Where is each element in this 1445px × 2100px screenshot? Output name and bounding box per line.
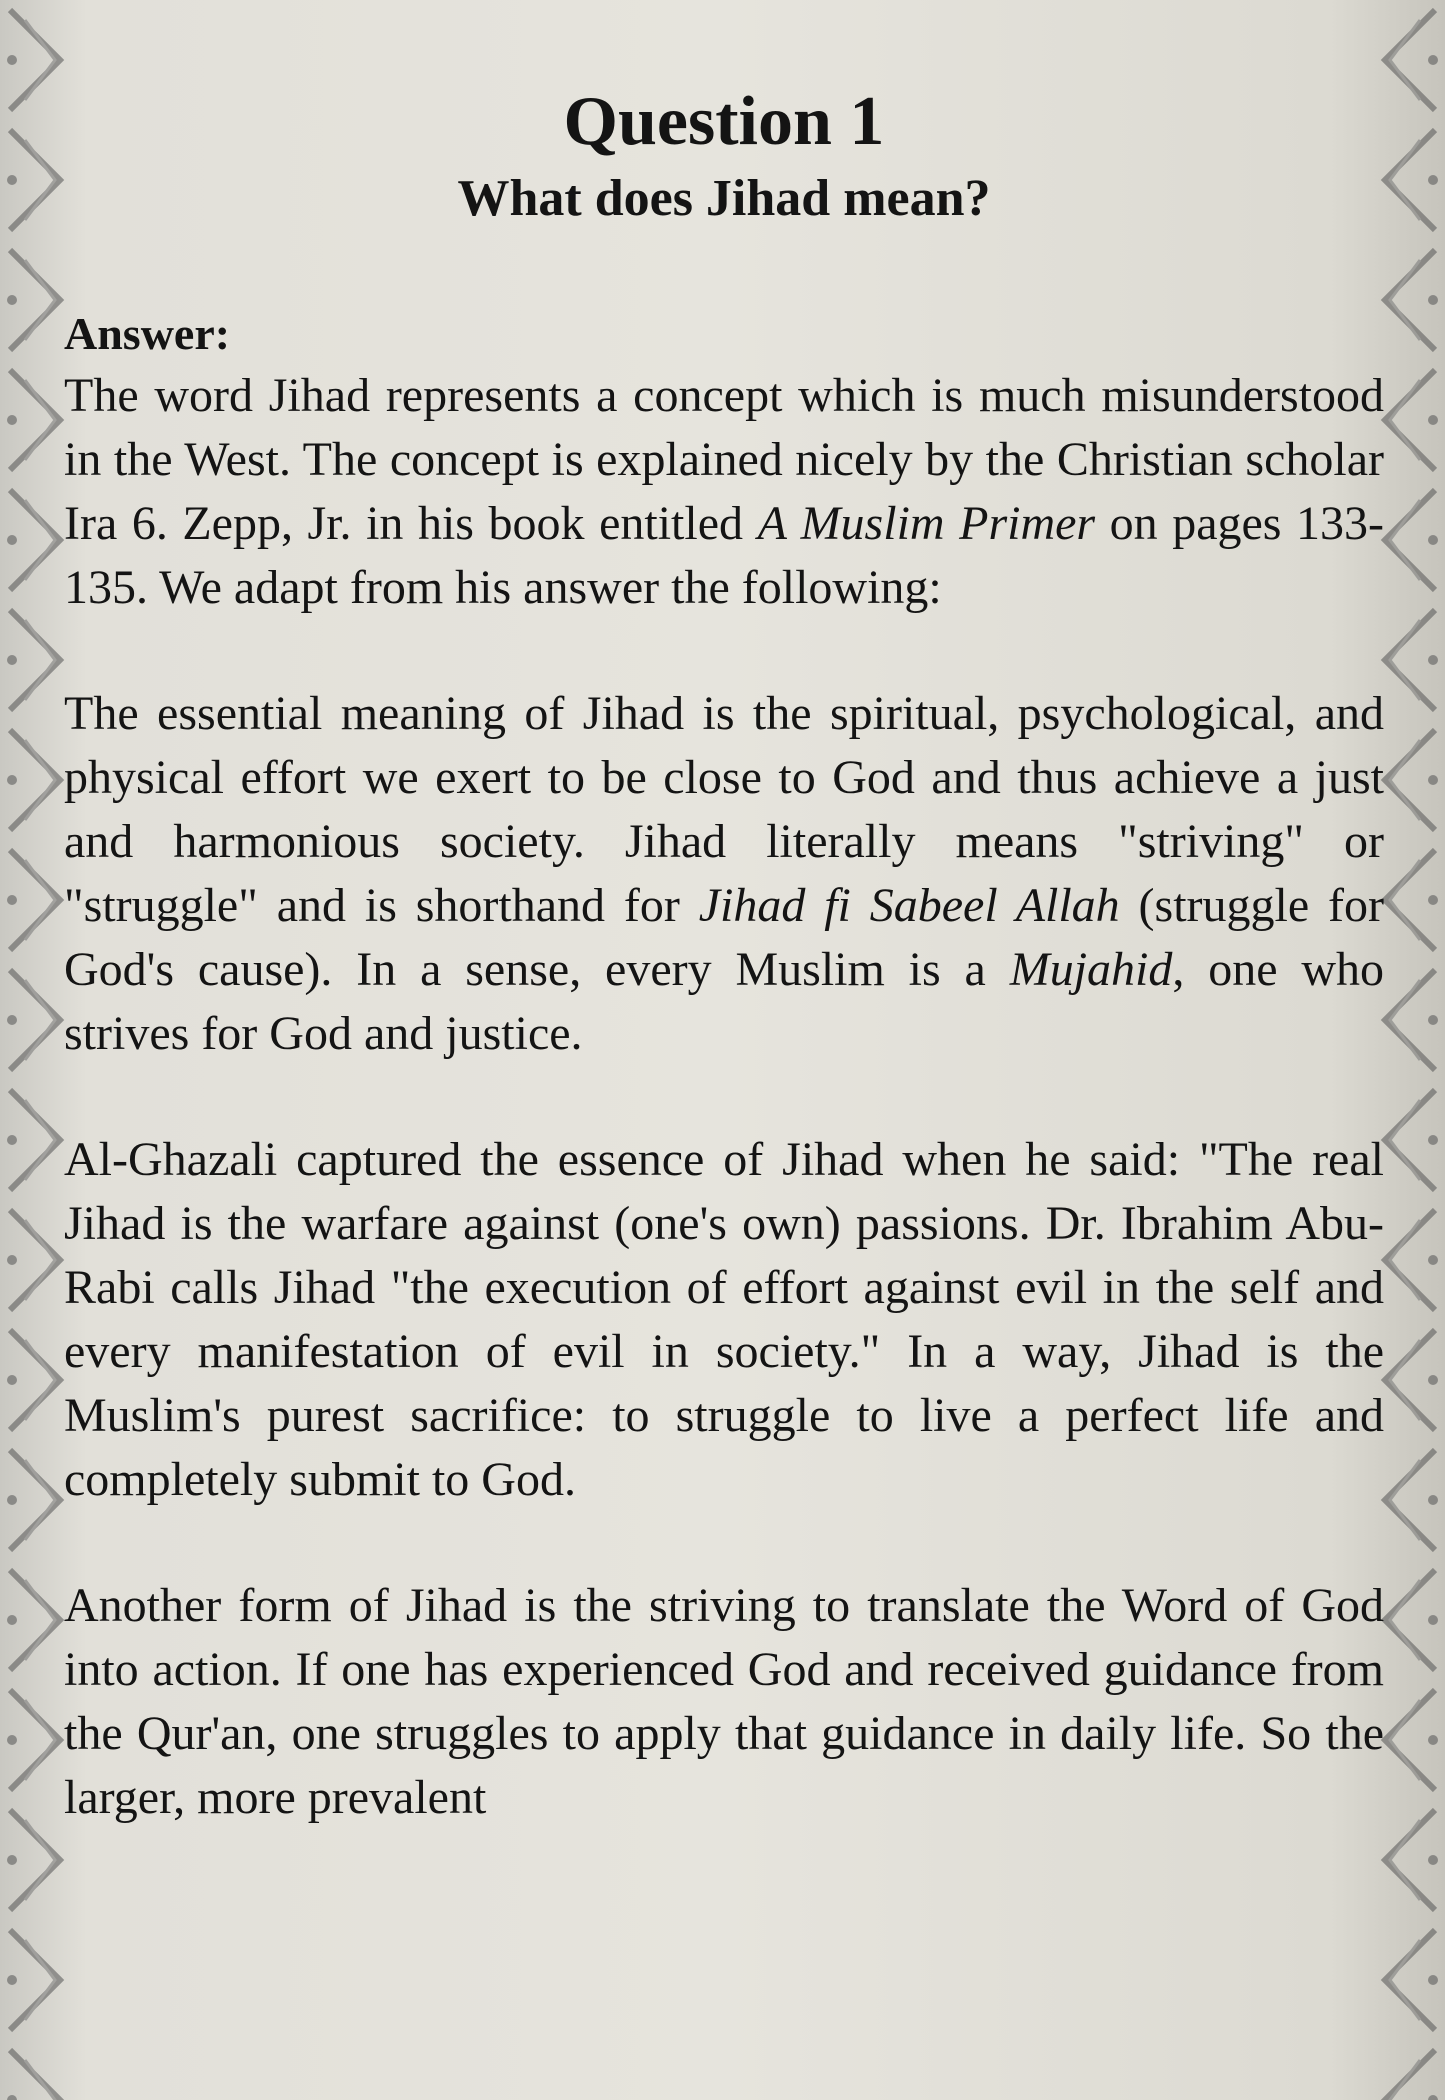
answer-label: Answer: (64, 308, 231, 359)
paragraph-4: Another form of Jihad is the striving to translate the Word of God into action. If one has experienced God and received guidance from the Qur'an, one struggles to apply that guidance in daily life. So the larger, more prevalent (64, 1579, 1384, 1824)
left-ornamental-border (0, 0, 70, 2100)
paragraph-2-text-e: , one who strives for God and justice. (64, 943, 1385, 1060)
paragraph-1-text-c: on pages 133-135. We adapt from his answer the following: (64, 497, 1385, 614)
paragraph-3: Al-Ghazali captured the essence of Jihad when he said: "The real Jihad is the warfare against (one's own) passions. Dr. Ibrahim Abu-Rabi calls Jihad "the execution of effort against evil in the self and every manifestation of evil in society." In a way, Jihad is the Muslim's purest sacrifice: to struggle to live a perfect life and completely submit to God. (64, 1133, 1384, 1506)
paragraph-1-text-a: The word Jihad represents a concept which is much misunderstood in the West. The concept is explained nicely by the Christian scholar Ira 6. Zepp, Jr. in his book entitled (64, 369, 1384, 550)
page-content (64, 80, 1384, 1830)
question-subtitle: What does Jihad mean? (457, 170, 991, 227)
book-title: A Muslim Primer (757, 497, 1096, 550)
question-title: Question 1 (563, 83, 885, 160)
right-ornamental-border (1375, 0, 1445, 2100)
paragraph-2-text-c: (struggle for God's cause). In a sense, every Muslim is a (64, 879, 1384, 996)
term-jihad-fi-sabeel-allah: Jihad fi Sabeel Allah (698, 879, 1120, 932)
paragraph-2-text-a: The essential meaning of Jihad is the spiritual, psychological, and physical effort we exert to be close to God and thus achieve a just and harmonious society. Jihad literally means "striving" or "struggle" and is shorthand for (64, 687, 1384, 932)
term-mujahid: Mujahid (1009, 943, 1173, 996)
paragraph-2 (64, 682, 1384, 1066)
paragraph-1 (64, 364, 1384, 620)
